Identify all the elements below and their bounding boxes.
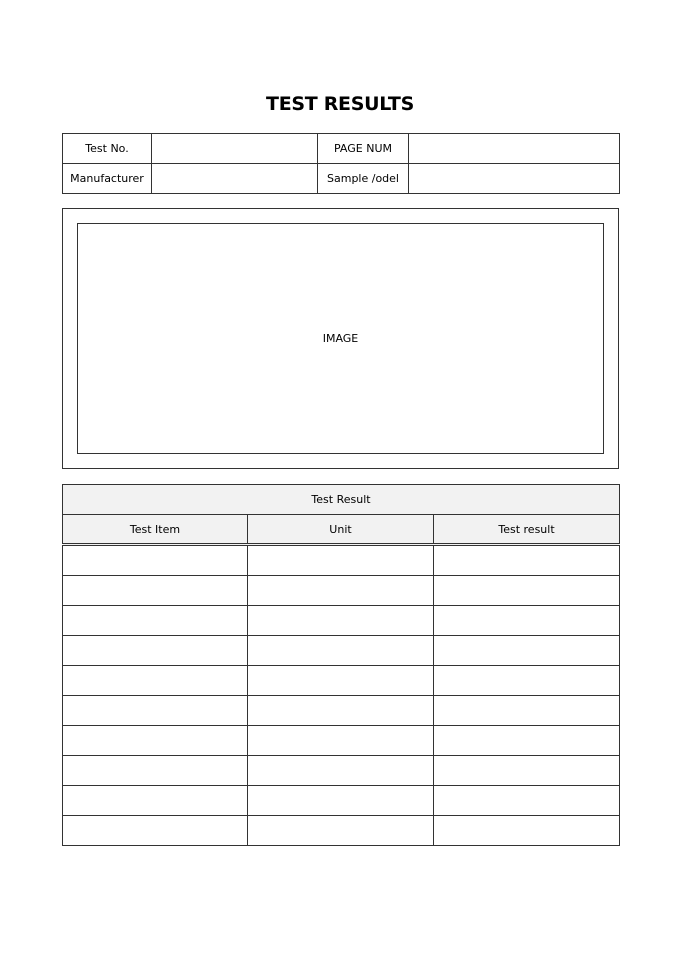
test-result-cell[interactable] (434, 545, 620, 576)
manufacturer-label: Manufacturer (63, 164, 152, 194)
test-result-cell[interactable] (434, 696, 620, 726)
test-result-cell[interactable] (434, 666, 620, 696)
table-row (63, 545, 620, 576)
test-result-cell[interactable] (434, 786, 620, 816)
test-result-body (63, 545, 620, 846)
test-no-label: Test No. (63, 134, 152, 164)
test-item-cell[interactable] (63, 545, 248, 576)
table-row (63, 756, 620, 786)
unit-cell[interactable] (248, 666, 434, 696)
unit-cell[interactable] (248, 816, 434, 846)
unit-cell[interactable] (248, 726, 434, 756)
test-result-cell[interactable] (434, 606, 620, 636)
column-header-test-result: Test result (434, 515, 620, 545)
sample-model-label: Sample /odel (318, 164, 409, 194)
test-item-cell[interactable] (63, 816, 248, 846)
test-result-table (62, 484, 620, 846)
page-num-field[interactable] (409, 134, 620, 164)
test-item-cell[interactable] (63, 576, 248, 606)
unit-cell[interactable] (248, 786, 434, 816)
test-result-caption: Test Result (63, 485, 620, 515)
info-table (62, 133, 620, 194)
image-placeholder[interactable] (77, 223, 604, 454)
test-result-cell[interactable] (434, 816, 620, 846)
test-result-cell[interactable] (434, 756, 620, 786)
sample-model-field[interactable] (409, 164, 620, 194)
image-frame (62, 208, 619, 469)
table-row (63, 666, 620, 696)
unit-cell[interactable] (248, 606, 434, 636)
page-num-label: PAGE NUM (318, 134, 409, 164)
page-title: TEST RESULTS (266, 93, 414, 115)
table-row (63, 786, 620, 816)
table-row (63, 816, 620, 846)
test-item-cell[interactable] (63, 606, 248, 636)
test-result-cell[interactable] (434, 636, 620, 666)
unit-cell[interactable] (248, 545, 434, 576)
test-item-cell[interactable] (63, 756, 248, 786)
column-header-test-item: Test Item (63, 515, 248, 545)
test-item-cell[interactable] (63, 666, 248, 696)
table-row (63, 636, 620, 666)
test-result-caption-row (63, 485, 620, 515)
test-item-cell[interactable] (63, 696, 248, 726)
table-row (63, 576, 620, 606)
info-row (63, 164, 620, 194)
unit-cell[interactable] (248, 576, 434, 606)
unit-cell[interactable] (248, 696, 434, 726)
table-row (63, 726, 620, 756)
unit-cell[interactable] (248, 756, 434, 786)
unit-cell[interactable] (248, 636, 434, 666)
info-row (63, 134, 620, 164)
manufacturer-field[interactable] (152, 164, 318, 194)
test-result-header-row (63, 515, 620, 545)
test-item-cell[interactable] (63, 636, 248, 666)
table-row (63, 696, 620, 726)
table-row (63, 606, 620, 636)
test-no-field[interactable] (152, 134, 318, 164)
test-item-cell[interactable] (63, 726, 248, 756)
test-result-cell[interactable] (434, 576, 620, 606)
test-result-cell[interactable] (434, 726, 620, 756)
test-item-cell[interactable] (63, 786, 248, 816)
image-label: IMAGE (322, 332, 359, 345)
column-header-unit: Unit (248, 515, 434, 545)
